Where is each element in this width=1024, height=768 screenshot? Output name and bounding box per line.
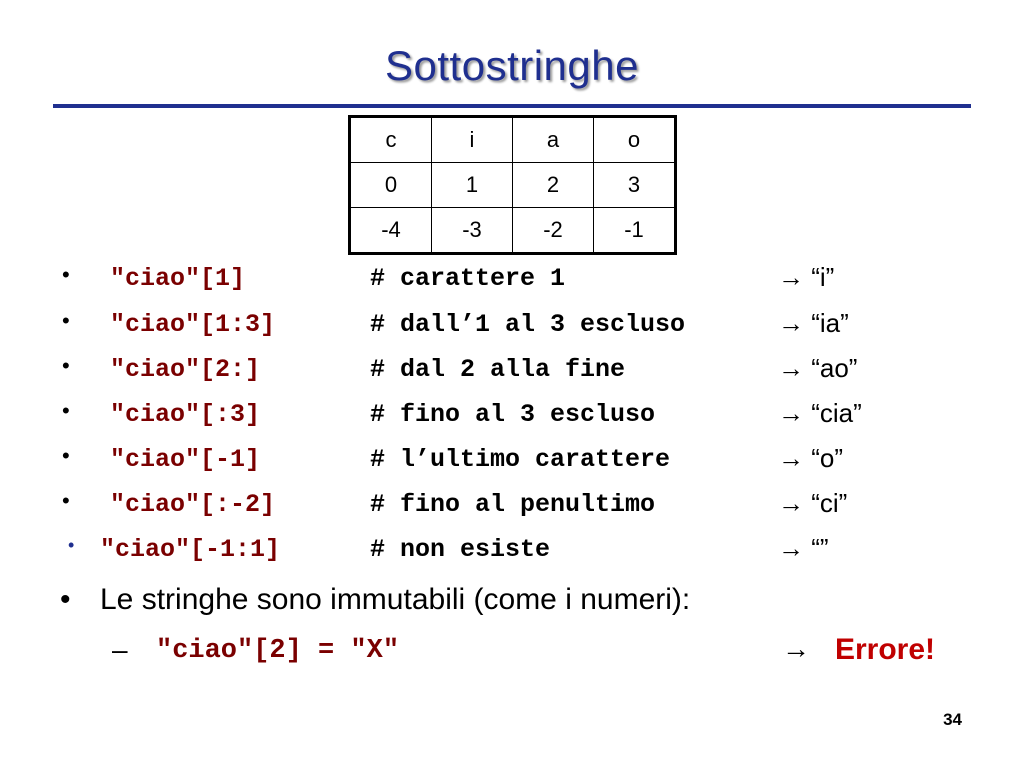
code-comment: # dall’1 al 3 escluso (370, 310, 686, 339)
result-value: → “cia” (778, 398, 862, 428)
result-value: → “ia” (778, 308, 849, 338)
code-snippet: "ciao"[2] = "X" (156, 636, 400, 666)
sub-bullet-dash: – (112, 634, 128, 665)
code-snippet: "ciao"[1:3] (110, 310, 276, 339)
code-snippet: "ciao"[:-2] (110, 490, 276, 519)
code-comment: # carattere 1 (370, 264, 566, 293)
example-line (0, 488, 848, 522)
code-comment: # l’ultimo carattere (370, 445, 671, 474)
result-value: → “ci” (778, 488, 848, 518)
table-cell: 2 (513, 163, 594, 208)
table-row-negative-indices (350, 208, 676, 254)
page-number: 34 (943, 710, 962, 729)
code-comment: # fino al 3 escluso (370, 400, 656, 429)
result-value: → “o” (778, 443, 843, 473)
code-comment: # dal 2 alla fine (370, 355, 626, 384)
title-underline (53, 104, 971, 108)
table-cell: -2 (513, 208, 594, 254)
table-cell: 1 (432, 163, 513, 208)
result-value: → “” (778, 533, 829, 563)
code-snippet: "ciao"[-1:1] (100, 535, 281, 564)
code-snippet: "ciao"[-1] (110, 445, 261, 474)
bullet: • (60, 583, 71, 616)
table-cell: -3 (432, 208, 513, 254)
example-line (0, 533, 829, 567)
immutability-statement: Le stringhe sono immutabili (come i numeri): (100, 583, 691, 616)
bullet: • (62, 262, 70, 287)
index-table (348, 115, 677, 255)
example-line (0, 353, 858, 387)
table-cell: 3 (594, 163, 676, 208)
table-cell: a (513, 117, 594, 163)
error-label: Errore! (835, 633, 936, 666)
code-snippet: "ciao"[:3] (110, 400, 261, 429)
table-row-positive-indices (350, 163, 676, 208)
bullet: • (62, 308, 70, 333)
code-comment: # fino al penultimo (370, 490, 656, 519)
arrow-icon: → (782, 633, 810, 664)
example-line (0, 308, 849, 342)
table-cell: c (350, 117, 432, 163)
code-comment: # non esiste (370, 535, 551, 564)
example-line (0, 398, 862, 432)
table-cell: i (432, 117, 513, 163)
code-snippet: "ciao"[2:] (110, 355, 261, 384)
table-cell: 0 (350, 163, 432, 208)
bullet: • (68, 535, 75, 555)
bullet: • (62, 443, 70, 468)
code-snippet: "ciao"[1] (110, 264, 246, 293)
bullet: • (62, 353, 70, 378)
example-line (0, 443, 843, 477)
result-value: → “ao” (778, 353, 858, 383)
bullet: • (62, 488, 70, 513)
table-cell: o (594, 117, 676, 163)
result-value: → “i” (778, 262, 835, 292)
table-cell: -4 (350, 208, 432, 254)
slide-title: Sottostringhe (385, 42, 639, 89)
example-line (0, 262, 835, 296)
table-cell: -1 (594, 208, 676, 254)
table-row-characters (350, 117, 676, 163)
bullet: • (62, 398, 70, 423)
